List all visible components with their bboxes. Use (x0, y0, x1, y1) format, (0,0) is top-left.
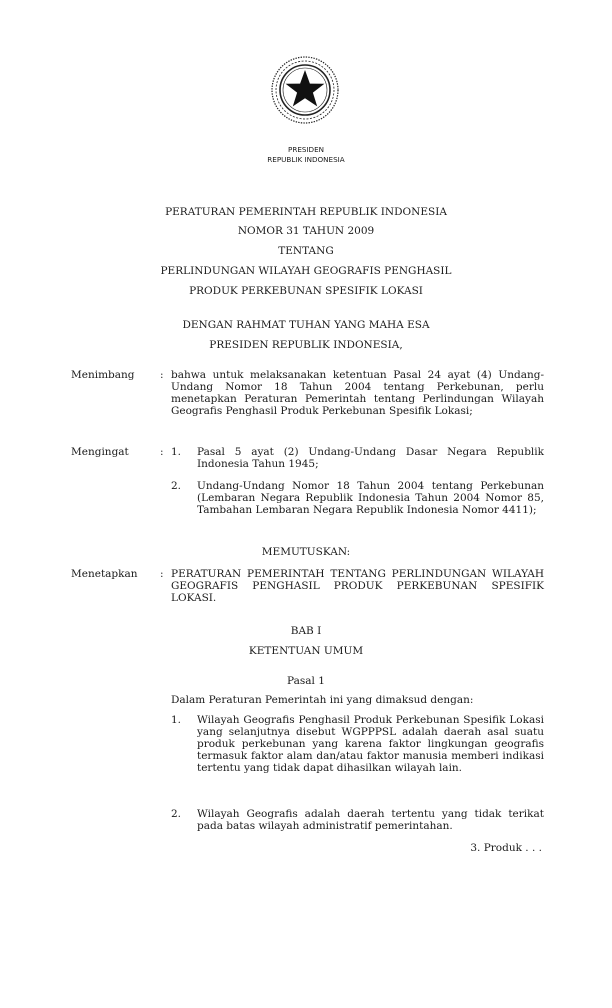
mengingat-colon: : (160, 446, 164, 458)
president-line: PRESIDEN REPUBLIK INDONESIA, (209, 339, 403, 351)
bab-title: KETENTUAN UMUM (248, 645, 364, 657)
pasal-item-text: Wilayah Geografis Penghasil Produk Perkebunan Spesifik Lokasi yang selanjutnya disebut WGPPPSL adalah daerah asal suatu produk perkebunan yang karena faktor lingkungan geografis termasuk faktor alam dan/atau faktor manusia memberi indikasi tertentu yang tidak dapat dihasilkan wilayah lain. (197, 714, 544, 774)
pasal-item-number: 1. (171, 714, 182, 726)
mengingat-item-text: Undang-Undang Nomor 18 Tahun 2004 tentang Perkebunan (Lembaran Negara Republik Indonesia Tahun 2004 Nomor 85, Tambahan Lembaran Negara Republik Indonesia Nomor 4411); (197, 480, 544, 516)
doc-subject-line2: PRODUK PERKEBUNAN SPESIFIK LOKASI (189, 285, 423, 297)
bab-number: BAB I (290, 625, 322, 637)
pasal-intro: Dalam Peraturan Pemerintah ini yang dimaksud dengan: (171, 694, 474, 706)
menetapkan-label: Menetapkan (71, 568, 138, 580)
memutuskan-heading: MEMUTUSKAN: (261, 546, 351, 558)
invocation: DENGAN RAHMAT TUHAN YANG MAHA ESA (182, 319, 430, 331)
menimbang-text: bahwa untuk melaksanakan ketentuan Pasal 24 ayat (4) Undang-Undang Nomor 18 Tahun 2004 tentang Perkebunan, perlu menetapkan Peraturan Pemerintah tentang Perlindungan Wilayah Geografis Penghasil Produk Perkebunan Spesifik Lokasi; (171, 369, 544, 417)
doc-tentang: TENTANG (278, 245, 334, 257)
menetapkan-colon: : (160, 568, 164, 580)
menimbang-label: Menimbang (71, 369, 135, 381)
header-president: PRESIDEN (287, 145, 324, 154)
doc-title: PERATURAN PEMERINTAH REPUBLIK INDONESIA (165, 206, 447, 218)
mengingat-label: Mengingat (71, 446, 129, 458)
garuda-star-emblem-icon (270, 55, 340, 125)
doc-number: NOMOR 31 TAHUN 2009 (237, 225, 375, 237)
pasal-title: Pasal 1 (287, 675, 325, 687)
mengingat-item-text: Pasal 5 ayat (2) Undang-Undang Dasar Negara Republik Indonesia Tahun 1945; (197, 446, 544, 470)
continuation-note: 3. Produk . . . (470, 842, 542, 854)
mengingat-item-number: 2. (171, 480, 182, 492)
mengingat-item-number: 1. (171, 446, 182, 458)
doc-subject-line1: PERLINDUNGAN WILAYAH GEOGRAFIS PENGHASIL (160, 265, 452, 277)
pasal-item-number: 2. (171, 808, 182, 820)
header-republic: REPUBLIK INDONESIA (267, 155, 345, 164)
pasal-item-text: Wilayah Geografis adalah daerah tertentu yang tidak terikat pada batas wilayah administratif pemerintahan. (197, 808, 544, 832)
menimbang-colon: : (160, 369, 164, 381)
menetapkan-text: PERATURAN PEMERINTAH TENTANG PERLINDUNGAN WILAYAH GEOGRAFIS PENGHASIL PRODUK PERKEBUNAN SPESIFIK LOKASI. (171, 568, 544, 604)
